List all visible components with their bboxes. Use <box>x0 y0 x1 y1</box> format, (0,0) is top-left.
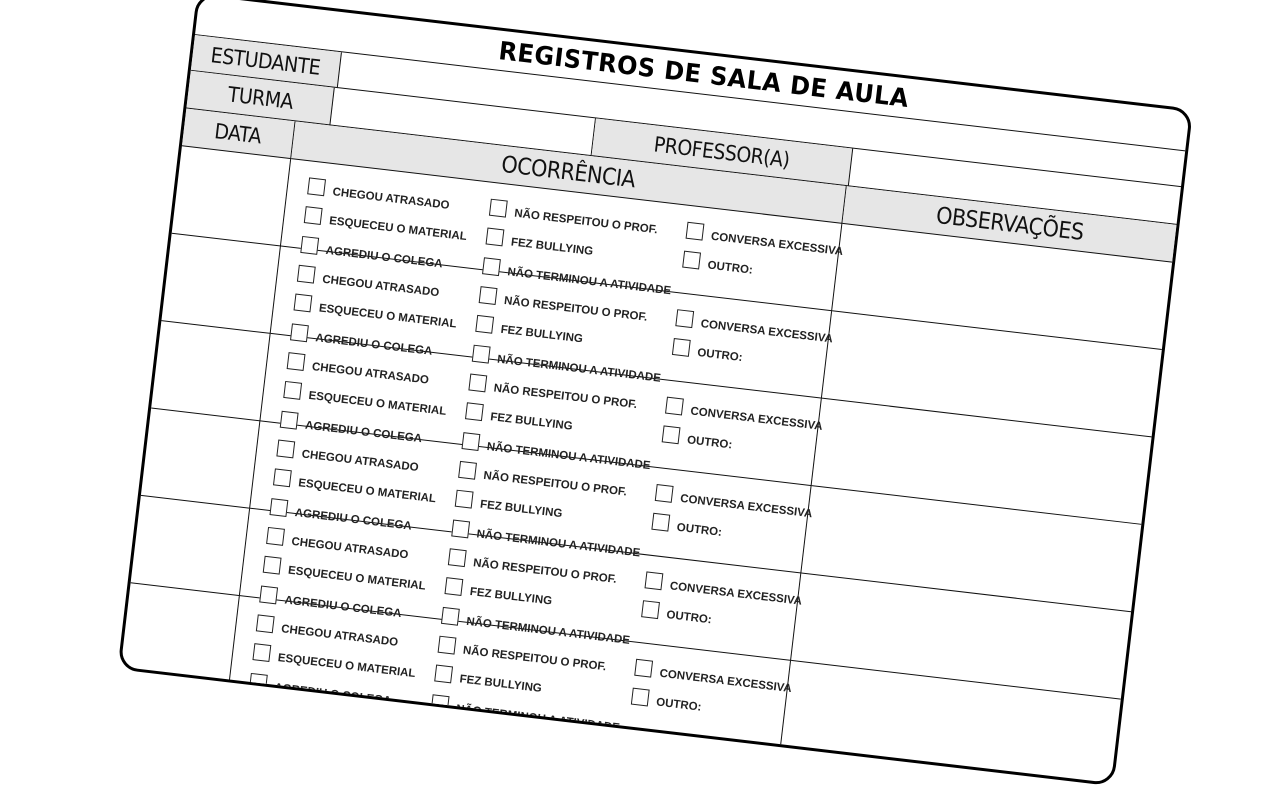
option-label: ESQUECEU O MATERIAL <box>287 564 427 593</box>
option-label: NÃO RESPEITOU O PROF. <box>482 469 628 499</box>
option-label: AGREDIU O COLEGA <box>324 244 444 271</box>
option-label: AGREDIU O COLEGA <box>294 507 413 533</box>
option-checkbox[interactable] <box>249 673 393 708</box>
option-label: AGREDIU O COLEGA <box>283 594 403 621</box>
option-label: AGREDIU O COLEGA <box>304 419 423 446</box>
option-checkbox[interactable] <box>475 315 584 345</box>
option-label: CHEGOU ATRASADO <box>280 623 399 649</box>
option-label: OUTRO: <box>696 346 744 365</box>
option-label: ESQUECEU O MATERIAL <box>307 389 447 418</box>
record-date-cell[interactable] <box>141 408 261 508</box>
option-label: ESQUECEU O MATERIAL <box>328 215 468 244</box>
option-checkbox[interactable] <box>651 513 723 539</box>
option-label: FEZ BULLYING <box>458 673 543 695</box>
option-label: NÃO TERMINOU A ATIVIDADE <box>475 528 641 560</box>
option-checkbox[interactable] <box>273 468 437 505</box>
option-label: CONVERSA EXCESSIVA <box>658 667 793 696</box>
record-date-cell[interactable] <box>161 234 281 334</box>
checkbox-icon[interactable] <box>665 397 684 416</box>
observacoes-title: OBSERVAÇÕES <box>934 202 1085 246</box>
option-checkbox[interactable] <box>276 440 420 475</box>
option-checkbox[interactable] <box>266 527 410 562</box>
option-label: OUTRO: <box>676 521 723 539</box>
checkbox-icon[interactable] <box>297 265 316 284</box>
checkbox-icon[interactable] <box>304 206 323 225</box>
option-label: AGREDIU O COLEGA <box>273 681 392 708</box>
option-label: ESQUECEU O MATERIAL <box>318 302 458 331</box>
checkbox-icon[interactable] <box>672 338 691 357</box>
record-date-cell[interactable] <box>151 321 271 421</box>
option-label: CONVERSA EXCESSIVA <box>700 318 834 346</box>
option-label: CONVERSA EXCESSIVA <box>679 492 813 521</box>
checkbox-icon[interactable] <box>682 251 701 270</box>
checkbox-icon[interactable] <box>307 177 326 196</box>
checkbox-icon[interactable] <box>252 643 271 662</box>
checkbox-icon[interactable] <box>686 222 705 241</box>
option-checkbox[interactable] <box>465 402 574 432</box>
option-label: OUTRO: <box>686 434 733 452</box>
checkbox-icon[interactable] <box>266 527 285 546</box>
option-checkbox[interactable] <box>455 490 564 520</box>
ocorrencia-title: OCORRÊNCIA <box>500 151 637 193</box>
option-checkbox[interactable] <box>662 425 734 451</box>
option-label: FEZ BULLYING <box>469 585 553 608</box>
option-checkbox[interactable] <box>444 577 553 607</box>
option-label: CONVERSA EXCESSIVA <box>710 230 844 259</box>
checkbox-icon[interactable] <box>263 556 282 575</box>
option-checkbox[interactable] <box>293 294 457 331</box>
option-label: CHEGOU ATRASADO <box>331 186 451 212</box>
checkbox-icon[interactable] <box>486 228 505 247</box>
turma-label: TURMA <box>226 81 295 114</box>
option-label: NÃO TERMINOU A ATIVIDADE <box>496 353 662 385</box>
checkbox-icon[interactable] <box>641 600 660 619</box>
option-label: CHEGOU ATRASADO <box>321 273 440 300</box>
option-label: NÃO RESPEITOU O PROF. <box>472 557 618 586</box>
sheet-title: REGISTROS DE SALA DE AULA <box>497 36 911 114</box>
checkbox-icon[interactable] <box>444 577 463 596</box>
data-label: DATA <box>213 118 263 148</box>
checkbox-icon[interactable] <box>273 468 292 487</box>
option-checkbox[interactable] <box>631 688 703 714</box>
checkbox-icon[interactable] <box>431 694 450 713</box>
checkbox-icon[interactable] <box>256 614 275 633</box>
option-checkbox[interactable] <box>263 556 427 593</box>
option-label: NÃO RESPEITOU O PROF. <box>503 294 648 324</box>
option-label: NÃO TERMINOU A ATIVIDADE <box>506 266 672 298</box>
option-checkbox[interactable] <box>307 177 451 212</box>
checkbox-icon[interactable] <box>644 571 663 590</box>
checkbox-icon[interactable] <box>458 461 477 480</box>
option-label: NÃO RESPEITOU O PROF. <box>493 382 638 412</box>
professor-label: PROFESSOR(A) <box>652 131 792 172</box>
checkbox-icon[interactable] <box>631 688 650 707</box>
record-date-cell[interactable] <box>172 146 292 246</box>
classroom-record-sheet <box>117 0 1193 786</box>
option-label: ESQUECEU O MATERIAL <box>277 652 417 681</box>
checkbox-icon[interactable] <box>655 484 674 503</box>
checkbox-icon[interactable] <box>283 381 302 400</box>
option-label: NÃO TERMINOU A ATIVIDADE <box>486 440 652 473</box>
checkbox-icon[interactable] <box>455 490 474 509</box>
checkbox-icon[interactable] <box>675 309 694 328</box>
checkbox-icon[interactable] <box>465 402 484 421</box>
checkbox-icon[interactable] <box>475 315 494 334</box>
checkbox-icon[interactable] <box>276 440 295 459</box>
option-checkbox[interactable] <box>682 251 754 277</box>
option-label: CHEGOU ATRASADO <box>290 535 409 562</box>
estudante-label: ESTUDANTE <box>209 42 322 80</box>
option-label: CHEGOU ATRASADO <box>311 361 430 387</box>
option-label: NÃO TERMINOU A ATIVIDADE <box>455 703 621 735</box>
option-checkbox[interactable] <box>672 338 744 364</box>
option-label: OUTRO: <box>706 259 754 277</box>
checkbox-icon[interactable] <box>479 286 498 305</box>
checkbox-icon[interactable] <box>434 664 453 683</box>
checkbox-icon[interactable] <box>489 199 508 218</box>
option-checkbox[interactable] <box>431 694 621 734</box>
option-label: AGREDIU O COLEGA <box>314 332 433 358</box>
option-checkbox[interactable] <box>485 228 594 258</box>
option-label: CONVERSA EXCESSIVA <box>669 580 803 608</box>
checkbox-icon[interactable] <box>249 673 268 692</box>
option-label: NÃO RESPEITOU O PROF. <box>513 207 659 237</box>
checkbox-icon[interactable] <box>651 513 670 532</box>
checkbox-icon[interactable] <box>294 294 313 313</box>
option-label: FEZ BULLYING <box>499 323 584 346</box>
option-checkbox[interactable] <box>256 614 400 649</box>
option-label: OUTRO: <box>665 609 713 627</box>
option-label: ESQUECEU O MATERIAL <box>297 477 437 506</box>
checkbox-icon[interactable] <box>468 373 487 392</box>
option-label: FEZ BULLYING <box>510 236 594 258</box>
option-checkbox[interactable] <box>283 381 447 418</box>
option-label: NÃO TERMINOU A ATIVIDADE <box>465 615 631 647</box>
option-checkbox[interactable] <box>287 352 431 387</box>
option-label: FEZ BULLYING <box>479 498 563 521</box>
checkbox-icon[interactable] <box>448 548 467 567</box>
option-label: NÃO RESPEITOU O PROF. <box>462 644 607 674</box>
option-label: CHEGOU ATRASADO <box>301 448 420 475</box>
checkbox-icon[interactable] <box>438 636 457 655</box>
option-label: FEZ BULLYING <box>489 411 574 433</box>
checkbox-icon[interactable] <box>662 425 681 444</box>
option-checkbox[interactable] <box>252 643 416 680</box>
record-date-cell[interactable] <box>131 496 251 596</box>
option-checkbox[interactable] <box>641 600 713 626</box>
option-label: OUTRO: <box>655 696 702 714</box>
record-date-cell[interactable] <box>120 583 240 683</box>
option-checkbox[interactable] <box>297 265 441 300</box>
checkbox-icon[interactable] <box>287 352 306 371</box>
option-checkbox[interactable] <box>434 664 543 694</box>
option-checkbox[interactable] <box>304 206 468 243</box>
option-label: CONVERSA EXCESSIVA <box>689 405 824 433</box>
checkbox-icon[interactable] <box>634 659 653 678</box>
